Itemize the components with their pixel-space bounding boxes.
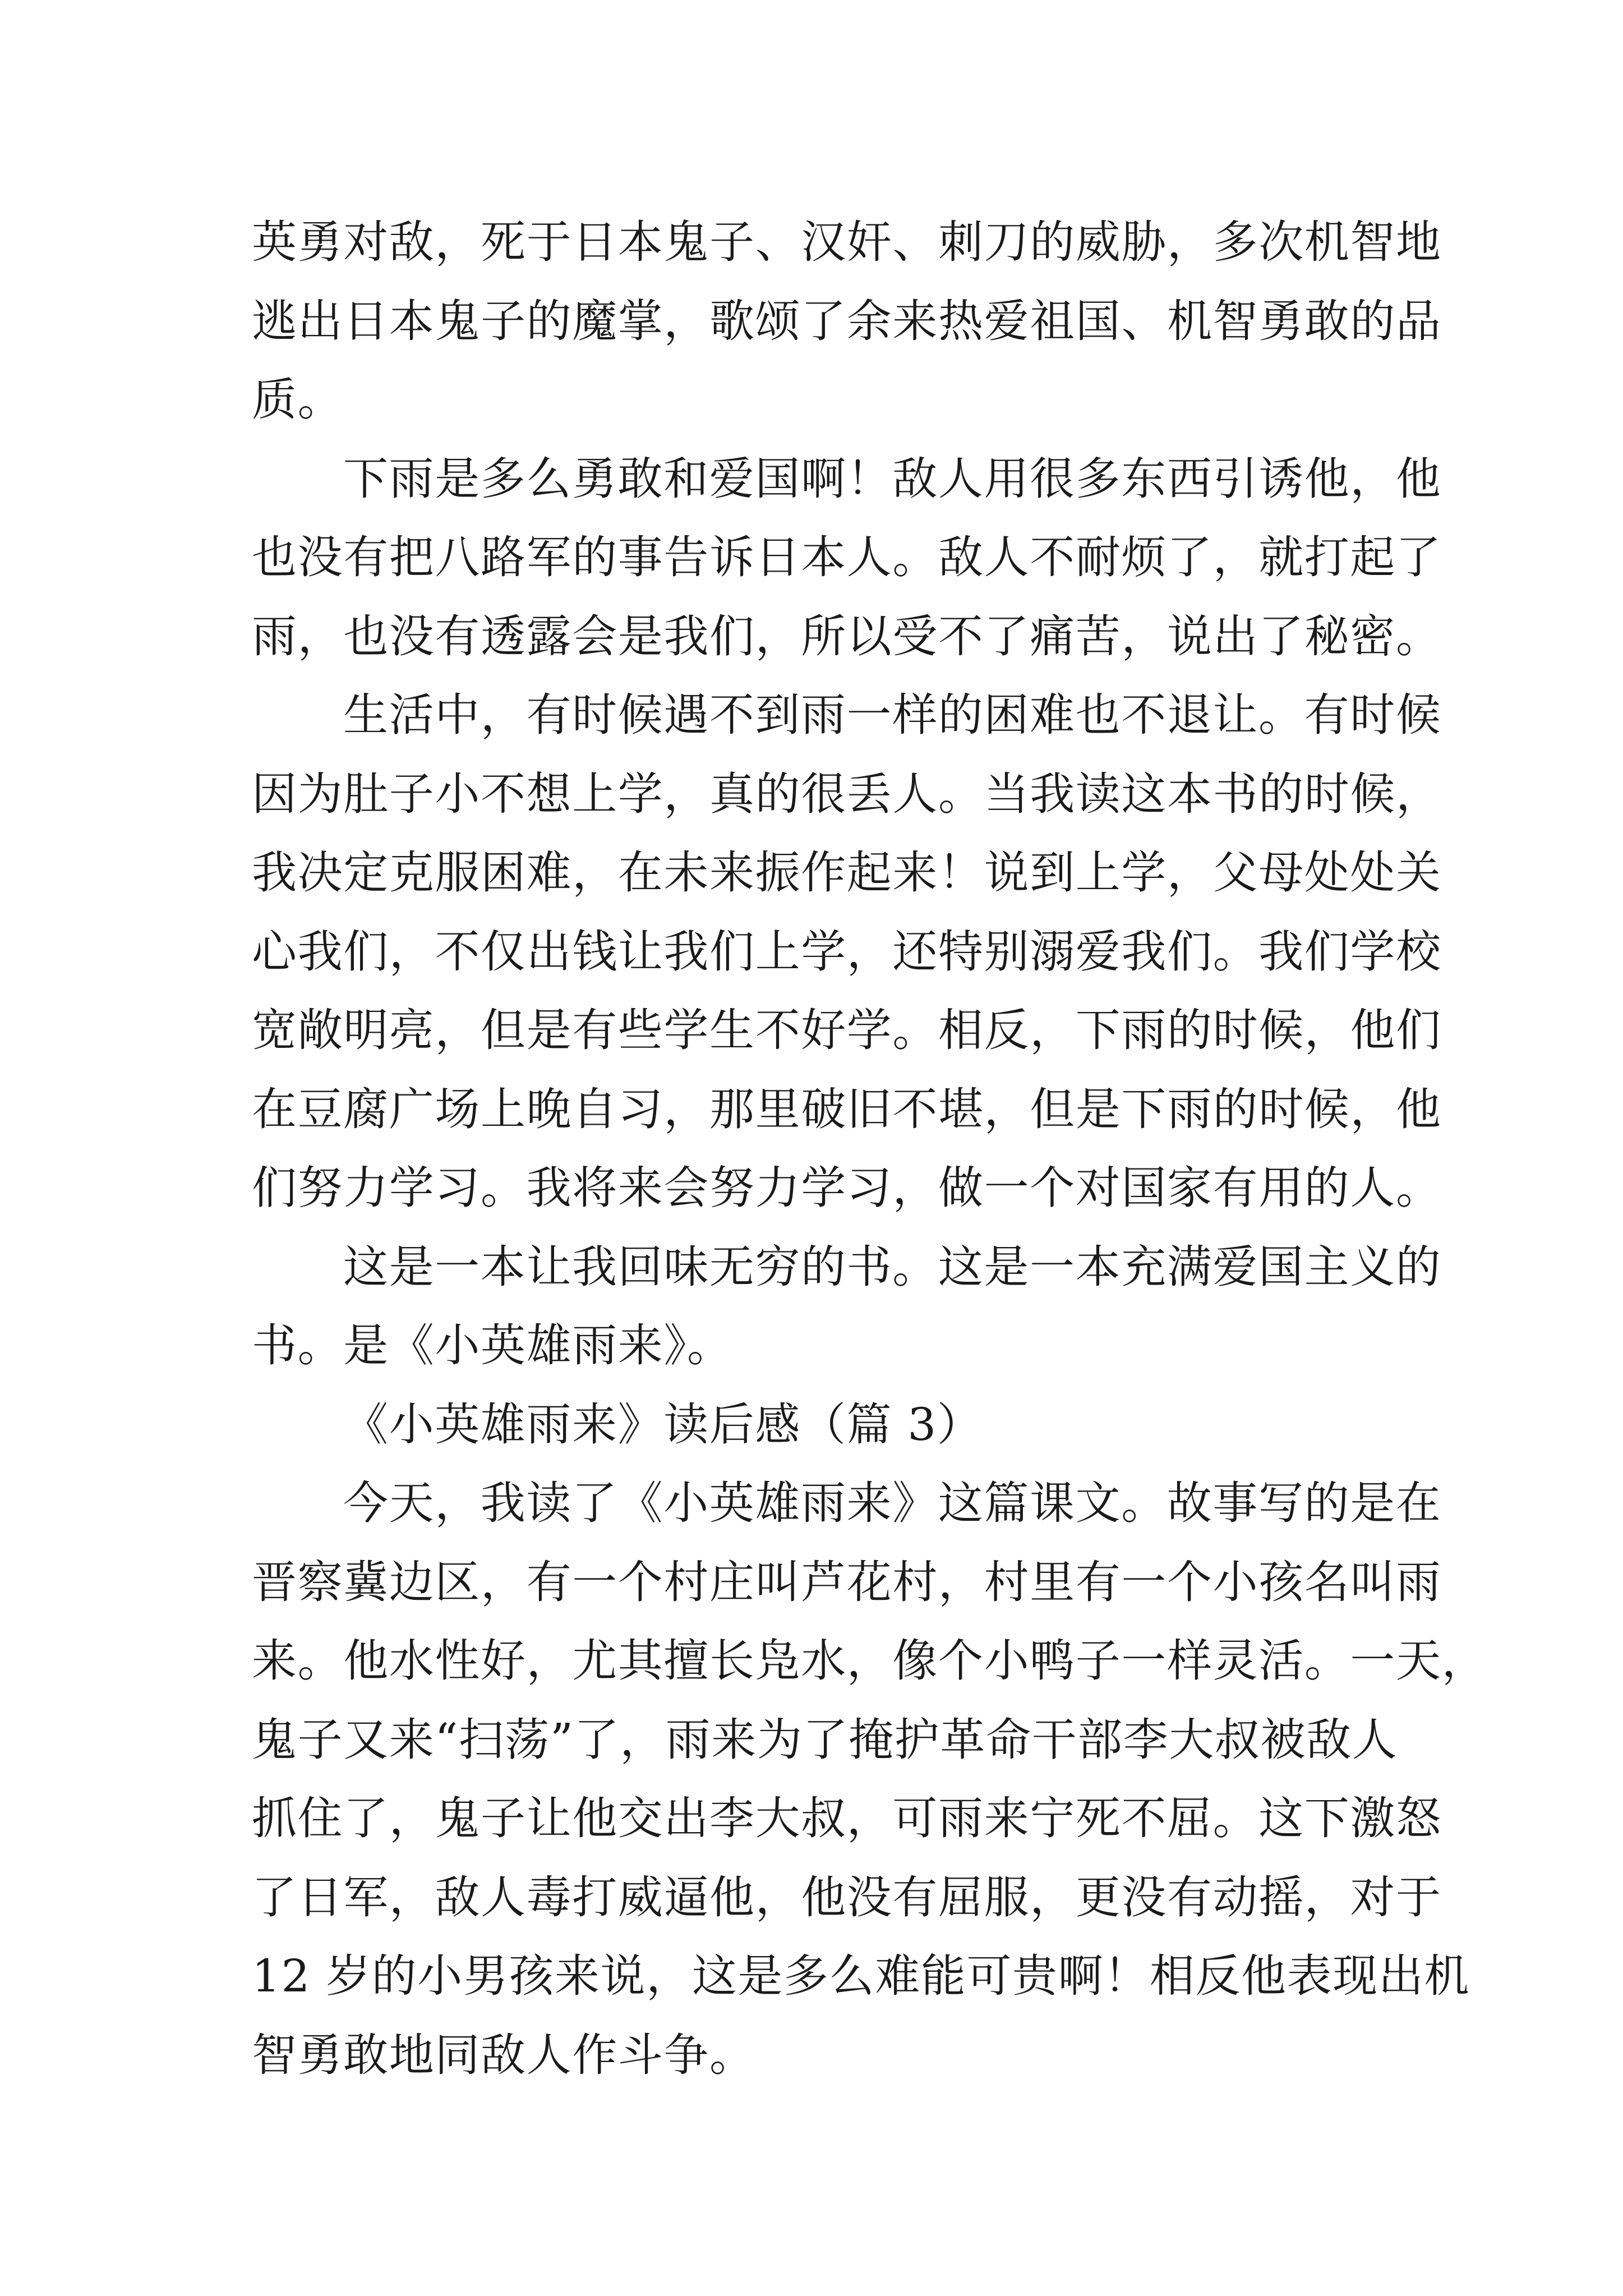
text-line: 来。他水性好，尤其擅长凫水，像个小鸭子一样灵活。一天， (252, 1635, 1488, 1687)
text-line: 在豆腐广场上晚自习，那里破旧不堪，但是下雨的时候，他 (252, 1083, 1442, 1135)
text-line: 鬼子又来“扫荡”了，雨来为了掩护革命干部李大叔被敌人 (252, 1713, 1398, 1766)
text-line: 12 岁的小男孩来说，这是多么难能可贵啊！相反他表现出机 (252, 1950, 1470, 2002)
body-text (252, 203, 1488, 2095)
text-line: 们努力学习。我将来会努力学习，做一个对国家有用的人。 (252, 1162, 1442, 1214)
paragraph-first-line: 这是一本让我回味无穷的书。这是一本充满爱国主义的 (343, 1240, 1442, 1293)
paragraph-first-line: 生活中，有时候遇不到雨一样的困难也不退让。有时候 (343, 689, 1442, 741)
text-line: 晋察冀边区，有一个村庄叫芦花村，村里有一个小孩名叫雨 (252, 1556, 1442, 1608)
text-line: 因为肚子小不想上学，真的很丢人。当我读这本书的时候， (252, 767, 1442, 820)
paragraph-first-line: 下雨是多么勇敢和爱国啊！敌人用很多东西引诱他，他 (343, 452, 1442, 505)
paragraph-first-line: 今天，我读了《小英雄雨来》这篇课文。故事写的是在 (343, 1477, 1442, 1529)
text-line: 质。 (252, 374, 344, 426)
text-line: 智勇敢地同敌人作斗争。 (252, 2028, 755, 2081)
text-line: 我决定克服困难，在未来振作起来！说到上学，父母处处关 (252, 846, 1442, 899)
text-line: 宽敞明亮，但是有些学生不好学。相反，下雨的时候，他们 (252, 1004, 1442, 1056)
text-line: 心我们，不仅出钱让我们上学，还特别溺爱我们。我们学校 (252, 925, 1442, 978)
text-line: 英勇对敌，死于日本鬼子、汉奸、刺刀的威胁，多次机智地 (252, 216, 1442, 268)
text-line: 也没有把八路军的事告诉日本人。敌人不耐烦了，就打起了 (252, 531, 1442, 583)
section-heading: 《小英雄雨来》读后感（篇 3） (343, 1398, 983, 1451)
text-line: 逃出日本鬼子的魔掌，歌颂了余来热爱祖国、机智勇敢的品 (252, 295, 1442, 347)
text-line: 雨，也没有透露会是我们，所以受不了痛苦，说出了秘密。 (252, 610, 1442, 662)
text-line: 书。是《小英雄雨来》。 (252, 1319, 733, 1372)
text-line: 抓住了，鬼子让他交出李大叔，可雨来宁死不屈。这下激怒 (252, 1792, 1442, 1844)
text-line: 了日军，敌人毒打威逼他，他没有屈服，更没有动摇，对于 (252, 1871, 1442, 1924)
